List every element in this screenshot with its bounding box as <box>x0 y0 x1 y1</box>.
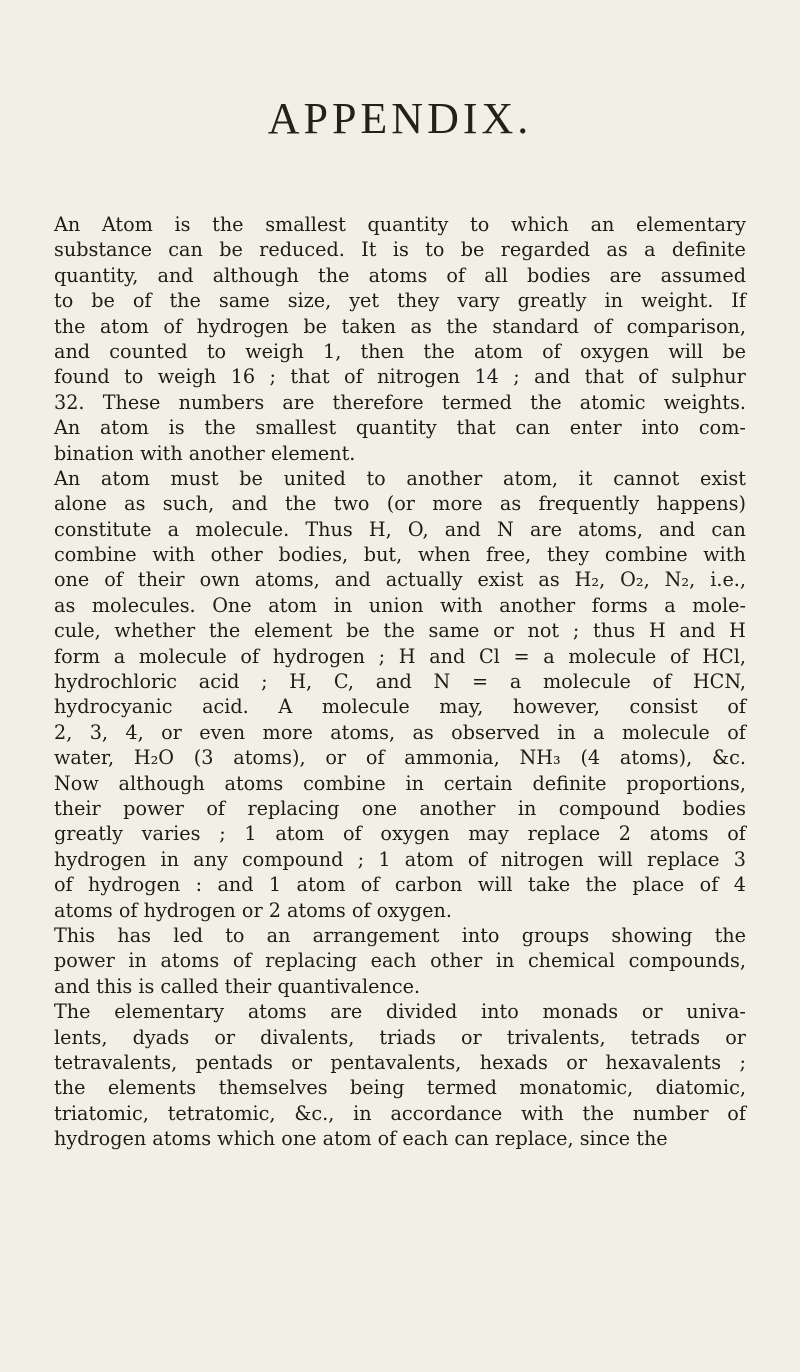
text-line: one of their own atoms, and actually exist as H₂, O₂, N₂, i.e., <box>54 568 746 592</box>
text-line: water, H₂O (3 atoms), or of ammonia, NH₃ (4 atoms), &c. <box>54 746 746 770</box>
text-line: hydrogen in any compound ; 1 atom of nitrogen will replace 3 <box>54 847 746 871</box>
text-line: The elementary atoms are divided into monads or univa- <box>54 1000 746 1024</box>
text-line: An atom must be united to another atom, it cannot exist <box>54 466 746 490</box>
text-line: This has led to an arrangement into groups showing the <box>54 923 746 947</box>
text-line: hydrochloric acid ; H, C, and N = a molecule of HCN, <box>54 670 746 694</box>
text-line: bination with another element. <box>54 441 356 465</box>
text-line: and this is called their quantivalence. <box>54 974 421 998</box>
text-line: 32. These numbers are therefore termed the atomic weights. <box>54 390 746 414</box>
text-line: form a molecule of hydrogen ; H and Cl = a molecule of HCl, <box>54 644 746 668</box>
text-line: hydrocyanic acid. A molecule may, however, consist of <box>54 695 746 719</box>
text-line: as molecules. One atom in union with another forms a mole- <box>54 593 746 617</box>
text-line: cule, whether the element be the same or not ; thus H and H <box>54 619 746 643</box>
text-line: constitute a molecule. Thus H, O, and N are atoms, and can <box>54 517 746 541</box>
body-text <box>54 212 746 1151</box>
text-line: Now although atoms combine in certain definite proportions, <box>54 771 746 795</box>
text-line: quantity, and although the atoms of all bodies are assumed <box>54 263 746 287</box>
text-line: An atom is the smallest quantity that can enter into com- <box>54 416 746 440</box>
text-line: triatomic, tetratomic, &c., in accordance with the number of <box>54 1101 746 1125</box>
text-line: to be of the same size, yet they vary greatly in weight. If <box>54 289 746 313</box>
text-line: atoms of hydrogen or 2 atoms of oxygen. <box>54 898 452 922</box>
text-line: power in atoms of replacing each other in chemical compounds, <box>54 949 746 973</box>
text-line: combine with other bodies, but, when free, they combine with <box>54 543 746 567</box>
text-line: hydrogen atoms which one atom of each can replace, since the <box>54 1127 668 1151</box>
text-line: 2, 3, 4, or even more atoms, as observed in a molecule of <box>54 720 746 744</box>
text-line: substance can be reduced. It is to be regarded as a definite <box>54 238 746 262</box>
text-line: their power of replacing one another in compound bodies <box>54 796 746 820</box>
text-line: alone as such, and the two (or more as frequently happens) <box>54 492 746 516</box>
text-line: lents, dyads or divalents, triads or trivalents, tetrads or <box>54 1025 746 1049</box>
text-line: An Atom is the smallest quantity to which an elementary <box>54 213 746 236</box>
text-line: and counted to weigh 1, then the atom of oxygen will be <box>54 339 746 363</box>
text-line: greatly varies ; 1 atom of oxygen may replace 2 atoms of <box>54 822 746 846</box>
page-heading: APPENDIX. <box>267 94 533 143</box>
text-line: tetravalents, pentads or pentavalents, hexads or hexavalents ; <box>54 1050 746 1074</box>
text-line: found to weigh 16 ; that of nitrogen 14 ; and that of sulphur <box>54 365 746 389</box>
text-line: the elements themselves being termed monatomic, diatomic, <box>54 1076 746 1100</box>
text-line: of hydrogen : and 1 atom of carbon will take the place of 4 <box>54 873 746 897</box>
text-line: the atom of hydrogen be taken as the standard of comparison, <box>54 314 746 338</box>
